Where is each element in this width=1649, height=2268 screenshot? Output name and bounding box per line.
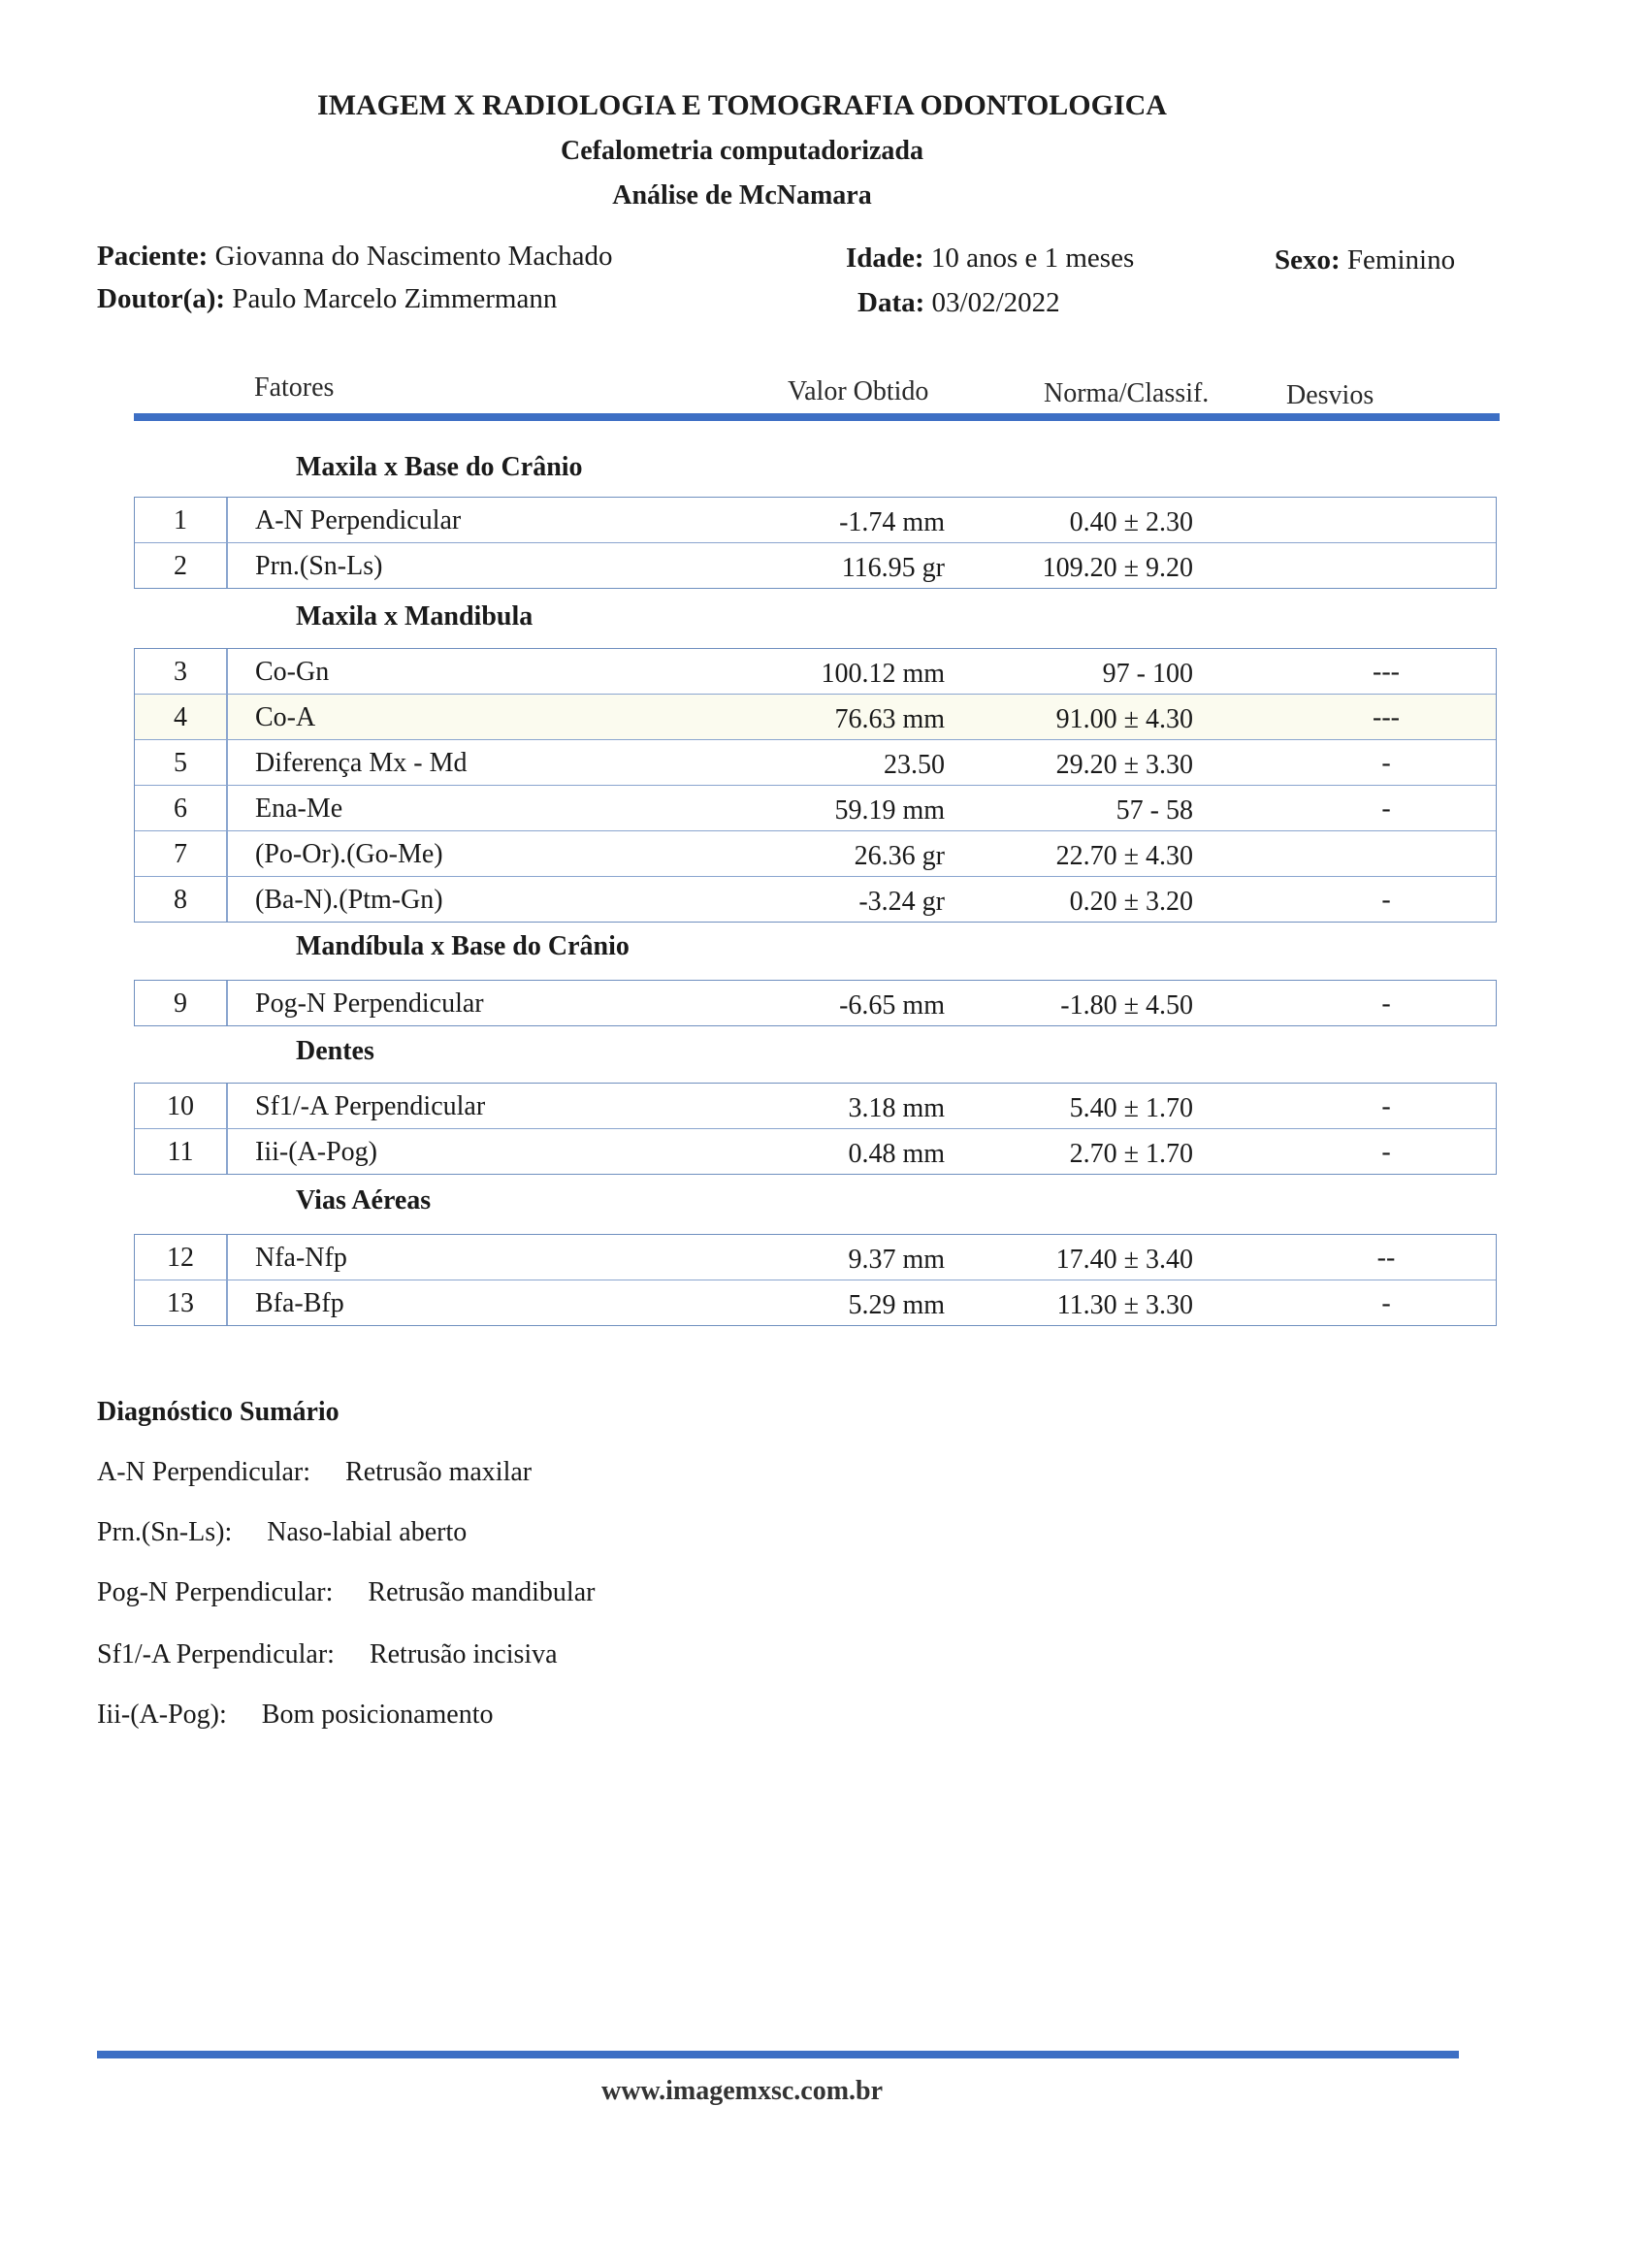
diagnosis-value: Bom posicionamento	[261, 1700, 494, 1730]
row-deviation: -	[1381, 1288, 1391, 1318]
row-factor: Sf1/-A Perpendicular	[255, 1091, 486, 1121]
row-value: 26.36 gr	[854, 841, 945, 871]
row-factor: Co-A	[255, 702, 316, 732]
section-title: Maxila x Mandibula	[296, 601, 534, 632]
row-value: 76.63 mm	[834, 704, 945, 734]
date-label: Data:	[857, 287, 925, 318]
row-factor: Bfa-Bfp	[255, 1288, 344, 1318]
row-norm: 91.00 ± 4.30	[1055, 704, 1193, 734]
col-head-fatores: Fatores	[254, 373, 335, 403]
section-table	[134, 497, 1497, 589]
section-title: Dentes	[296, 1036, 374, 1066]
sex-info	[1275, 244, 1455, 276]
section-table	[134, 1083, 1497, 1175]
diagnosis-item	[97, 1639, 558, 1670]
analysis-title: Análise de McNamara	[612, 180, 872, 211]
table-row	[135, 498, 1496, 542]
row-norm: 0.20 ± 3.20	[1069, 887, 1193, 917]
row-factor: Prn.(Sn-Ls)	[255, 551, 383, 581]
row-norm: 57 - 58	[1116, 795, 1193, 826]
col-head-norma: Norma/Classif.	[1044, 378, 1210, 408]
date-info	[857, 287, 1060, 319]
row-norm: 0.40 ± 2.30	[1069, 507, 1193, 537]
row-number: 3	[174, 657, 187, 687]
date-value: 03/02/2022	[931, 287, 1060, 318]
row-deviation: -	[1381, 1137, 1391, 1167]
patient-info	[97, 241, 613, 273]
row-norm: 29.20 ± 3.30	[1055, 750, 1193, 780]
row-number: 10	[167, 1091, 194, 1121]
section-title: Vias Aéreas	[296, 1185, 432, 1215]
sex-value: Feminino	[1346, 244, 1456, 275]
row-factor: Pog-N Perpendicular	[255, 988, 484, 1019]
col-head-desvios: Desvios	[1286, 380, 1374, 410]
row-factor: (Po-Or).(Go-Me)	[255, 839, 443, 869]
row-number: 13	[167, 1288, 194, 1318]
diagnosis-value: Retrusão maxilar	[345, 1457, 533, 1487]
table-row	[135, 1235, 1496, 1280]
row-value: 116.95 gr	[841, 553, 945, 583]
patient-label: Paciente:	[97, 241, 209, 272]
diagnosis-label: Pog-N Perpendicular:	[97, 1577, 334, 1607]
doctor-info	[97, 283, 557, 315]
table-row	[135, 876, 1496, 922]
age-label: Idade:	[846, 243, 924, 274]
row-value: -6.65 mm	[839, 990, 945, 1021]
row-norm: 97 - 100	[1102, 659, 1193, 689]
row-number: 6	[174, 794, 187, 824]
table-row	[135, 649, 1496, 694]
row-deviation: ---	[1373, 657, 1400, 687]
table-row	[135, 1084, 1496, 1128]
diagnosis-item	[97, 1577, 595, 1608]
table-row	[135, 542, 1496, 588]
row-factor: Ena-Me	[255, 794, 343, 824]
row-deviation: -	[1381, 1091, 1391, 1121]
table-row	[135, 1280, 1496, 1325]
col-head-valor: Valor Obtido	[788, 376, 929, 406]
footer-rule	[97, 2051, 1459, 2058]
row-norm: 22.70 ± 4.30	[1055, 841, 1193, 871]
row-deviation: -	[1381, 794, 1391, 824]
row-number: 4	[174, 702, 187, 732]
age-info	[846, 243, 1134, 275]
diagnosis-label: Iii-(A-Pog):	[97, 1700, 227, 1730]
row-deviation: ---	[1373, 702, 1400, 732]
diagnosis-item	[97, 1517, 467, 1548]
header-rule	[134, 413, 1500, 421]
table-row	[135, 1128, 1496, 1174]
diagnosis-title: Diagnóstico Sumário	[97, 1397, 340, 1427]
row-factor: Nfa-Nfp	[255, 1243, 347, 1273]
diagnosis-label: Sf1/-A Perpendicular:	[97, 1639, 335, 1669]
row-deviation: --	[1376, 1243, 1396, 1273]
diagnosis-value: Retrusão incisiva	[369, 1639, 558, 1669]
row-number: 12	[167, 1243, 194, 1273]
row-norm: 109.20 ± 9.20	[1042, 553, 1193, 583]
row-number: 5	[174, 748, 187, 778]
row-factor: A-N Perpendicular	[255, 505, 462, 535]
row-number: 11	[167, 1137, 194, 1167]
row-deviation: -	[1381, 988, 1391, 1019]
row-value: 5.29 mm	[848, 1290, 945, 1320]
row-value: 0.48 mm	[848, 1139, 945, 1169]
section-table	[134, 1234, 1497, 1326]
table-row	[135, 785, 1496, 830]
table-row	[135, 694, 1496, 739]
row-norm: 5.40 ± 1.70	[1069, 1093, 1193, 1123]
row-deviation: -	[1381, 885, 1391, 915]
row-number: 8	[174, 885, 187, 915]
row-norm: 11.30 ± 3.30	[1056, 1290, 1193, 1320]
doctor-name: Paulo Marcelo Zimmermann	[232, 283, 558, 314]
row-number: 9	[174, 988, 187, 1019]
row-value: -3.24 gr	[858, 887, 945, 917]
table-row	[135, 830, 1496, 876]
diagnosis-label: Prn.(Sn-Ls):	[97, 1517, 233, 1547]
diagnosis-item	[97, 1457, 532, 1488]
footer-website: www.imagemxsc.com.br	[600, 2076, 884, 2106]
row-value: 3.18 mm	[848, 1093, 945, 1123]
row-value: 9.37 mm	[848, 1245, 945, 1275]
diagnosis-item	[97, 1700, 494, 1731]
diagnosis-label: A-N Perpendicular:	[97, 1457, 311, 1487]
row-factor: Diferença Mx - Md	[255, 748, 468, 778]
row-norm: 17.40 ± 3.40	[1055, 1245, 1193, 1275]
row-factor: Co-Gn	[255, 657, 330, 687]
row-norm: -1.80 ± 4.50	[1060, 990, 1193, 1021]
row-value: -1.74 mm	[839, 507, 945, 537]
row-factor: Iii-(A-Pog)	[255, 1137, 377, 1167]
section-table	[134, 648, 1497, 923]
report-subtitle: Cefalometria computadorizada	[560, 136, 924, 166]
patient-name: Giovanna do Nascimento Machado	[214, 241, 613, 272]
sex-label: Sexo:	[1275, 244, 1341, 275]
row-value: 100.12 mm	[821, 659, 945, 689]
row-norm: 2.70 ± 1.70	[1069, 1139, 1193, 1169]
row-number: 7	[174, 839, 187, 869]
row-value: 23.50	[884, 750, 945, 780]
age-value: 10 anos e 1 meses	[930, 243, 1135, 274]
diagnosis-value: Retrusão mandibular	[368, 1577, 596, 1607]
row-number: 1	[174, 505, 187, 535]
row-deviation: -	[1381, 748, 1391, 778]
row-factor: (Ba-N).(Ptm-Gn)	[255, 885, 443, 915]
section-title: Maxila x Base do Crânio	[296, 452, 583, 482]
row-value: 59.19 mm	[834, 795, 945, 826]
table-row	[135, 981, 1496, 1025]
section-table	[134, 980, 1497, 1026]
table-row	[135, 739, 1496, 785]
doctor-label: Doutor(a):	[97, 283, 226, 314]
company-title: IMAGEM X RADIOLOGIA E TOMOGRAFIA ODONTOLOGICA	[317, 89, 1167, 121]
row-number: 2	[174, 551, 187, 581]
diagnosis-value: Naso-labial aberto	[267, 1517, 468, 1547]
section-title: Mandíbula x Base do Crânio	[296, 931, 630, 961]
